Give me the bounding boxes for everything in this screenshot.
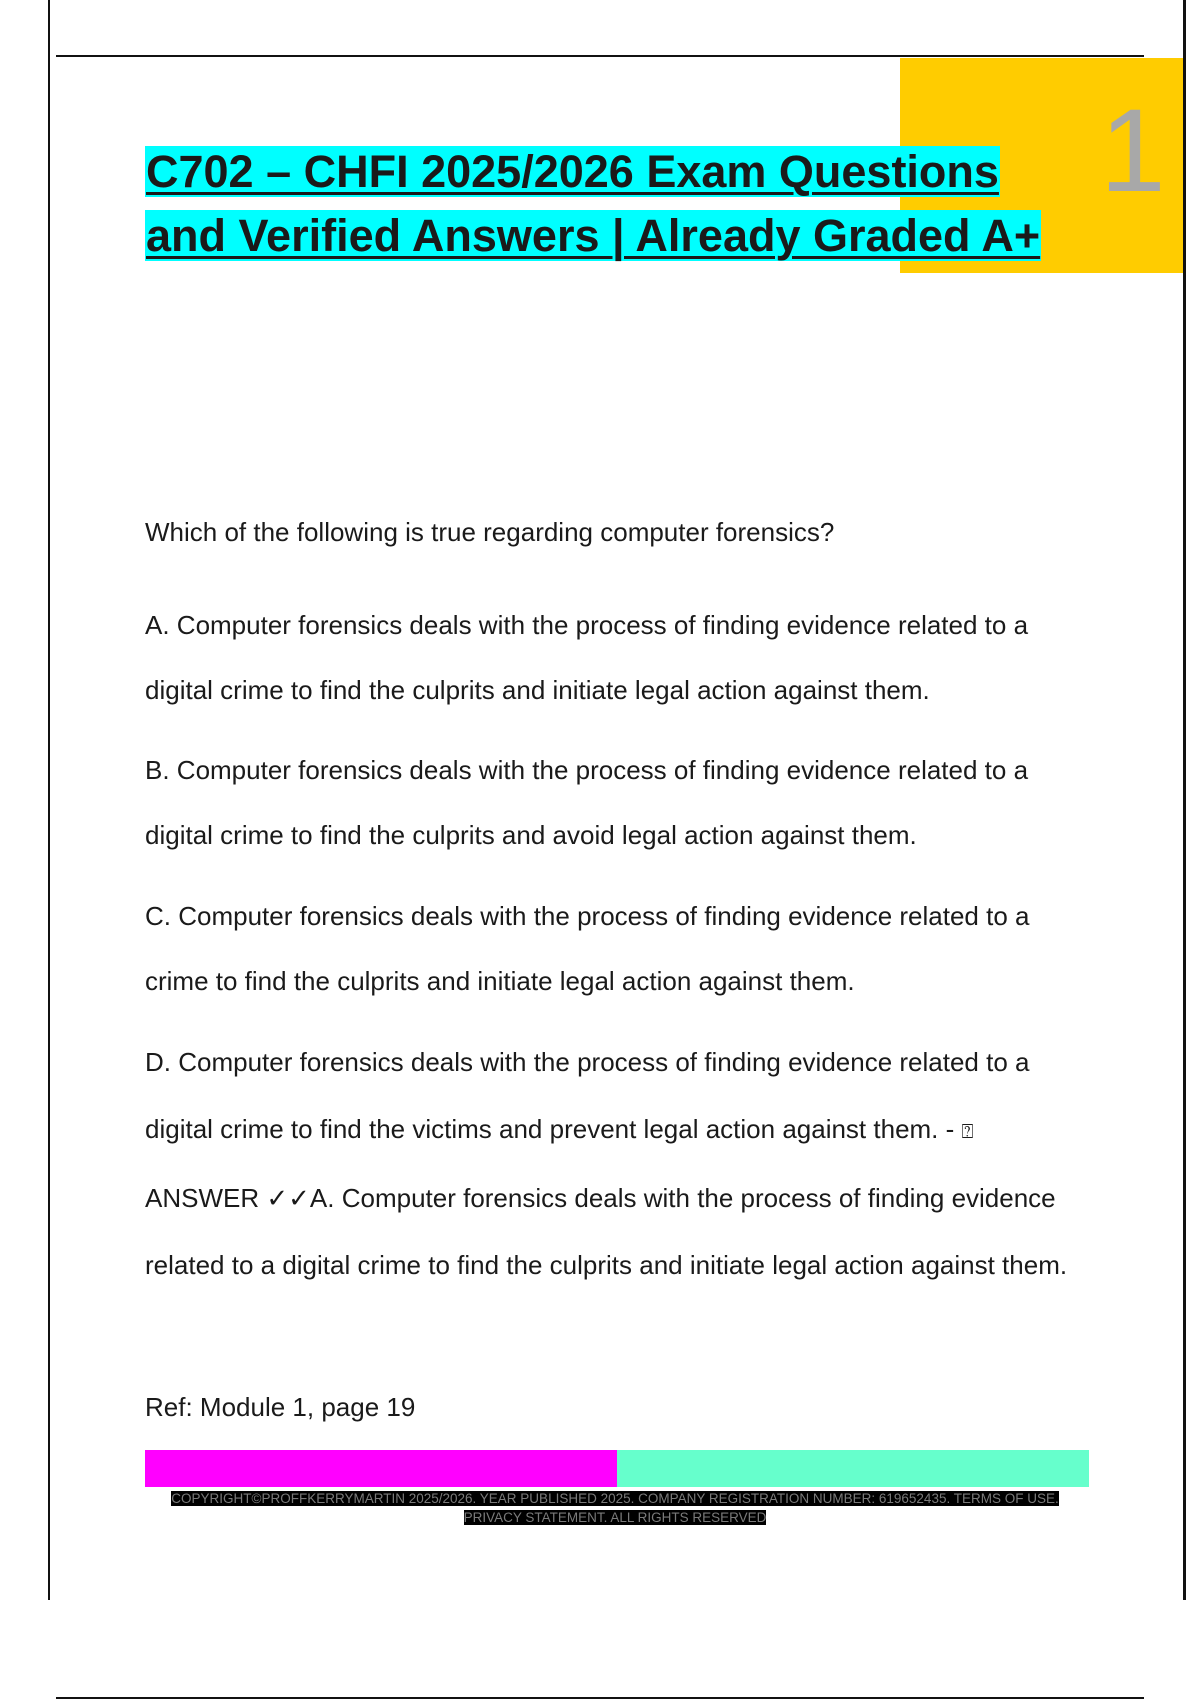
answer-text: A. Computer forensics deals with the process of finding evidence related to a digital crime to find the culprits and initiate legal action against them. [145, 1183, 1068, 1280]
copyright-line-1: COPYRIGHT©PROFFKERRYMARTIN 2025/2026. YEAR PUBLISHED 2025. COMPANY REGISTRATION NUMBER: 619652435. TERMS OF USE. [171, 1491, 1059, 1506]
right-margin-rule [1183, 0, 1186, 1600]
missing-glyph-icon: ⍰ [961, 1119, 974, 1143]
option-d: D. Computer forensics deals with the process of finding evidence related to a digital crime to find the victims and prevent legal action against them. - [145, 1047, 1030, 1144]
reference-text: Ref: Module 1, page 19 [145, 1392, 416, 1422]
left-margin-rule [48, 0, 50, 1600]
top-rule [56, 55, 1144, 57]
question-text: Which of the following is true regarding computer forensics? [145, 517, 835, 547]
page-number: 1 [1100, 85, 1166, 217]
answer-label: ANSWER ✓✓ [145, 1183, 310, 1213]
option-c: C. Computer forensics deals with the process of finding evidence related to a crime to find the culprits and initiate legal action against them. [145, 901, 1030, 996]
bottom-rule [56, 1697, 1144, 1699]
footer-bar-left [145, 1450, 617, 1487]
copyright-notice [150, 1489, 1080, 1527]
copyright-line-2: PRIVACY STATEMENT. ALL RIGHTS RESERVED [463, 1510, 767, 1525]
footer-bar-right [617, 1450, 1089, 1487]
option-b: B. Computer forensics deals with the process of finding evidence related to a digital crime to find the culprits and avoid legal action against them. [145, 755, 1029, 850]
option-a: A. Computer forensics deals with the process of finding evidence related to a digital crime to find the culprits and initiate legal action against them. [145, 610, 1029, 705]
document-title-text: C702 – CHFI 2025/2026 Exam Questions and Verified Answers | Already Graded A+ [146, 146, 1041, 261]
option-d-and-answer [145, 1029, 1090, 1299]
document-title [145, 140, 1085, 268]
